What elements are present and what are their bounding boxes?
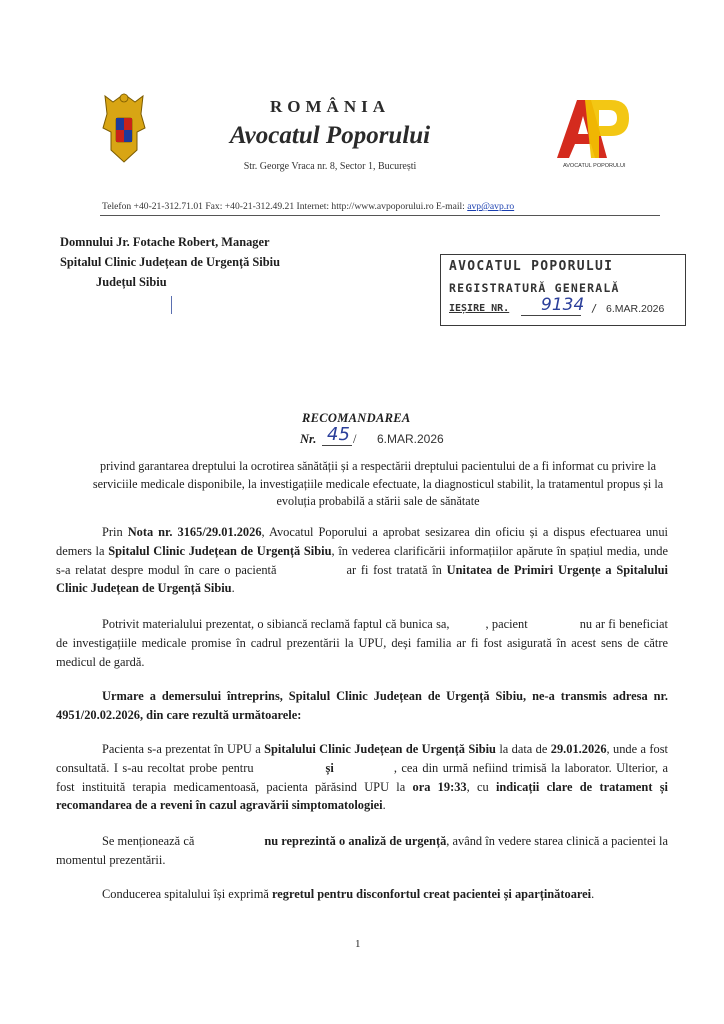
document-subject: privind garantarea dreptului la ocrotirea sănătății și a respectării dreptului pacientului de a fi informat cu privire la serviciile medicale disponibile, la investigațiile medicale efectuate, la diagnosticul stabilit, la tratamentul propus și la evoluția probabilă a stării sale de sănătate	[92, 459, 664, 508]
document-number-underline	[322, 445, 352, 446]
paragraph-6	[56, 885, 668, 904]
recipient-block	[60, 232, 280, 292]
p4-text-g: , cea din urmă nefiind trimisă la laborator. Ulterior, a fost instituită terapia medicamentoasă, pacienta părăsind UPU la	[56, 760, 668, 794]
document-title: RECOMANDAREA	[302, 411, 411, 425]
email-link[interactable]: avp@avp.ro	[467, 201, 515, 212]
page-number: 1	[355, 938, 361, 950]
country-name: ROMÂNIA	[270, 97, 390, 116]
stamp-underline	[521, 315, 581, 316]
contact-line	[102, 201, 662, 212]
p2-text-a: Potrivit materialului prezentat, o sibiancă reclamă faptul că bunica sa,	[102, 617, 450, 631]
paragraph-5	[56, 832, 668, 870]
p4-text-e: , unde a fost consultată. I s-au recoltat probe pentru	[56, 742, 669, 775]
p1-text-e: , în vederea clarificării informațiilor apărute în spațiul media, unde s-a relatat despre modul în care o pacientă	[56, 543, 668, 577]
p2-text-c: nu ar fi beneficiat de investigațiile medicale promise în cadrul prezentării la UPU, deși familia ar fi fost asigurată în acest sens de către medicul de gardă.	[56, 617, 668, 669]
registry-stamp	[440, 254, 686, 326]
p1-hospital: Spitalul Clinic Județean de Urgență Sibiu	[108, 543, 332, 558]
p1-text-h: .	[231, 581, 235, 596]
recipient-name: Domnului Jr. Fotache Robert, Manager	[60, 235, 270, 249]
p5-text-a: Se menționează că	[102, 834, 195, 848]
p4-text-c: la data de	[495, 742, 551, 756]
document-number-separator: /	[353, 432, 357, 446]
p1-note-ref: Nota nr. 3165/29.01.2026	[127, 525, 262, 539]
p6-regret: regretul pentru disconfortul creat pacientei și aparținătoarei	[271, 887, 592, 901]
p4-hospital: Spitalului Clinic Județean de Urgență Sibiu	[264, 742, 496, 756]
p1-text-a: Prin	[102, 525, 128, 539]
p6-text-a: Conducerea spitalului își exprimă	[102, 887, 272, 901]
p1-text-f: ar fi fost tratată în	[346, 562, 442, 577]
document-date: 6.MAR.2026	[377, 432, 444, 446]
recipient-county: Județul Sibiu	[96, 275, 167, 289]
contact-details: Telefon +40-21-312.71.01 Fax: +40-21-312.49.21 Internet: http://www.avpoporului.ro E-mail:	[102, 201, 468, 212]
paragraph-4	[56, 740, 668, 815]
institution-address: Str. George Vraca nr. 8, Sector 1, București	[243, 161, 417, 172]
p2-text-b: , pacient	[485, 617, 528, 631]
paragraph-1	[56, 523, 668, 598]
p1-text-c: , Avocatul Poporului a aprobat sesizarea din oficiu și a dispus efectuarea unui demers la	[56, 525, 668, 558]
coat-of-arms-icon	[101, 88, 147, 168]
stamp-title: AVOCATUL POPORULUI	[449, 259, 614, 274]
p5-emphasis: nu reprezintă o analiză de urgență	[264, 834, 447, 848]
pen-mark	[171, 296, 172, 314]
stamp-separator: /	[591, 303, 598, 315]
avocatul-poporului-logo-icon	[551, 92, 633, 170]
recipient-institution: Spitalul Clinic Județean de Urgență Sibiu	[60, 255, 280, 269]
p4-text-a: Pacienta s-a prezentat în UPU a	[102, 742, 265, 756]
p4-date: 29.01.2026	[550, 742, 607, 756]
stamp-number: 9134	[541, 295, 585, 315]
p4-hour: ora 19:33	[412, 779, 467, 794]
p4-text-i: , cu	[466, 779, 496, 794]
paragraph-3	[56, 687, 668, 725]
p4-instructions: indicații clare de tratament și recomandarea de a reveni în cazul agravării simptomatologiei	[56, 779, 668, 813]
p5-text-c: , având în vedere starea clinică a pacientei la momentul prezentării.	[56, 834, 668, 867]
logo-caption: AVOCATUL POPORULUI	[563, 163, 626, 169]
header-divider	[100, 215, 660, 216]
document-nr-label: Nr.	[300, 432, 317, 446]
paragraph-2	[56, 615, 668, 671]
p1-unit: Unitatea de Primiri Urgențe a Spitalului Clinic Județean de Urgență Sibiu	[56, 562, 669, 596]
stamp-date: 6.MAR.2026	[606, 303, 665, 315]
p4-text-k: .	[382, 798, 386, 813]
stamp-registry: REGISTRATURĂ GENERALĂ	[449, 281, 620, 295]
p6-text-c: .	[591, 887, 595, 901]
document-number: 45	[327, 424, 350, 445]
p3-text: Urmare a demersului întreprins, Spitalul Clinic Județean de Urgență Sibiu, ne-a transmis adresa nr. 4951/20.02.2026, din care rezultă următoarele:	[56, 689, 668, 722]
stamp-exit-label: IEȘIRE NR.	[449, 303, 510, 314]
institution-name: Avocatul Poporului	[229, 122, 431, 149]
p4-conj: și	[325, 760, 334, 775]
